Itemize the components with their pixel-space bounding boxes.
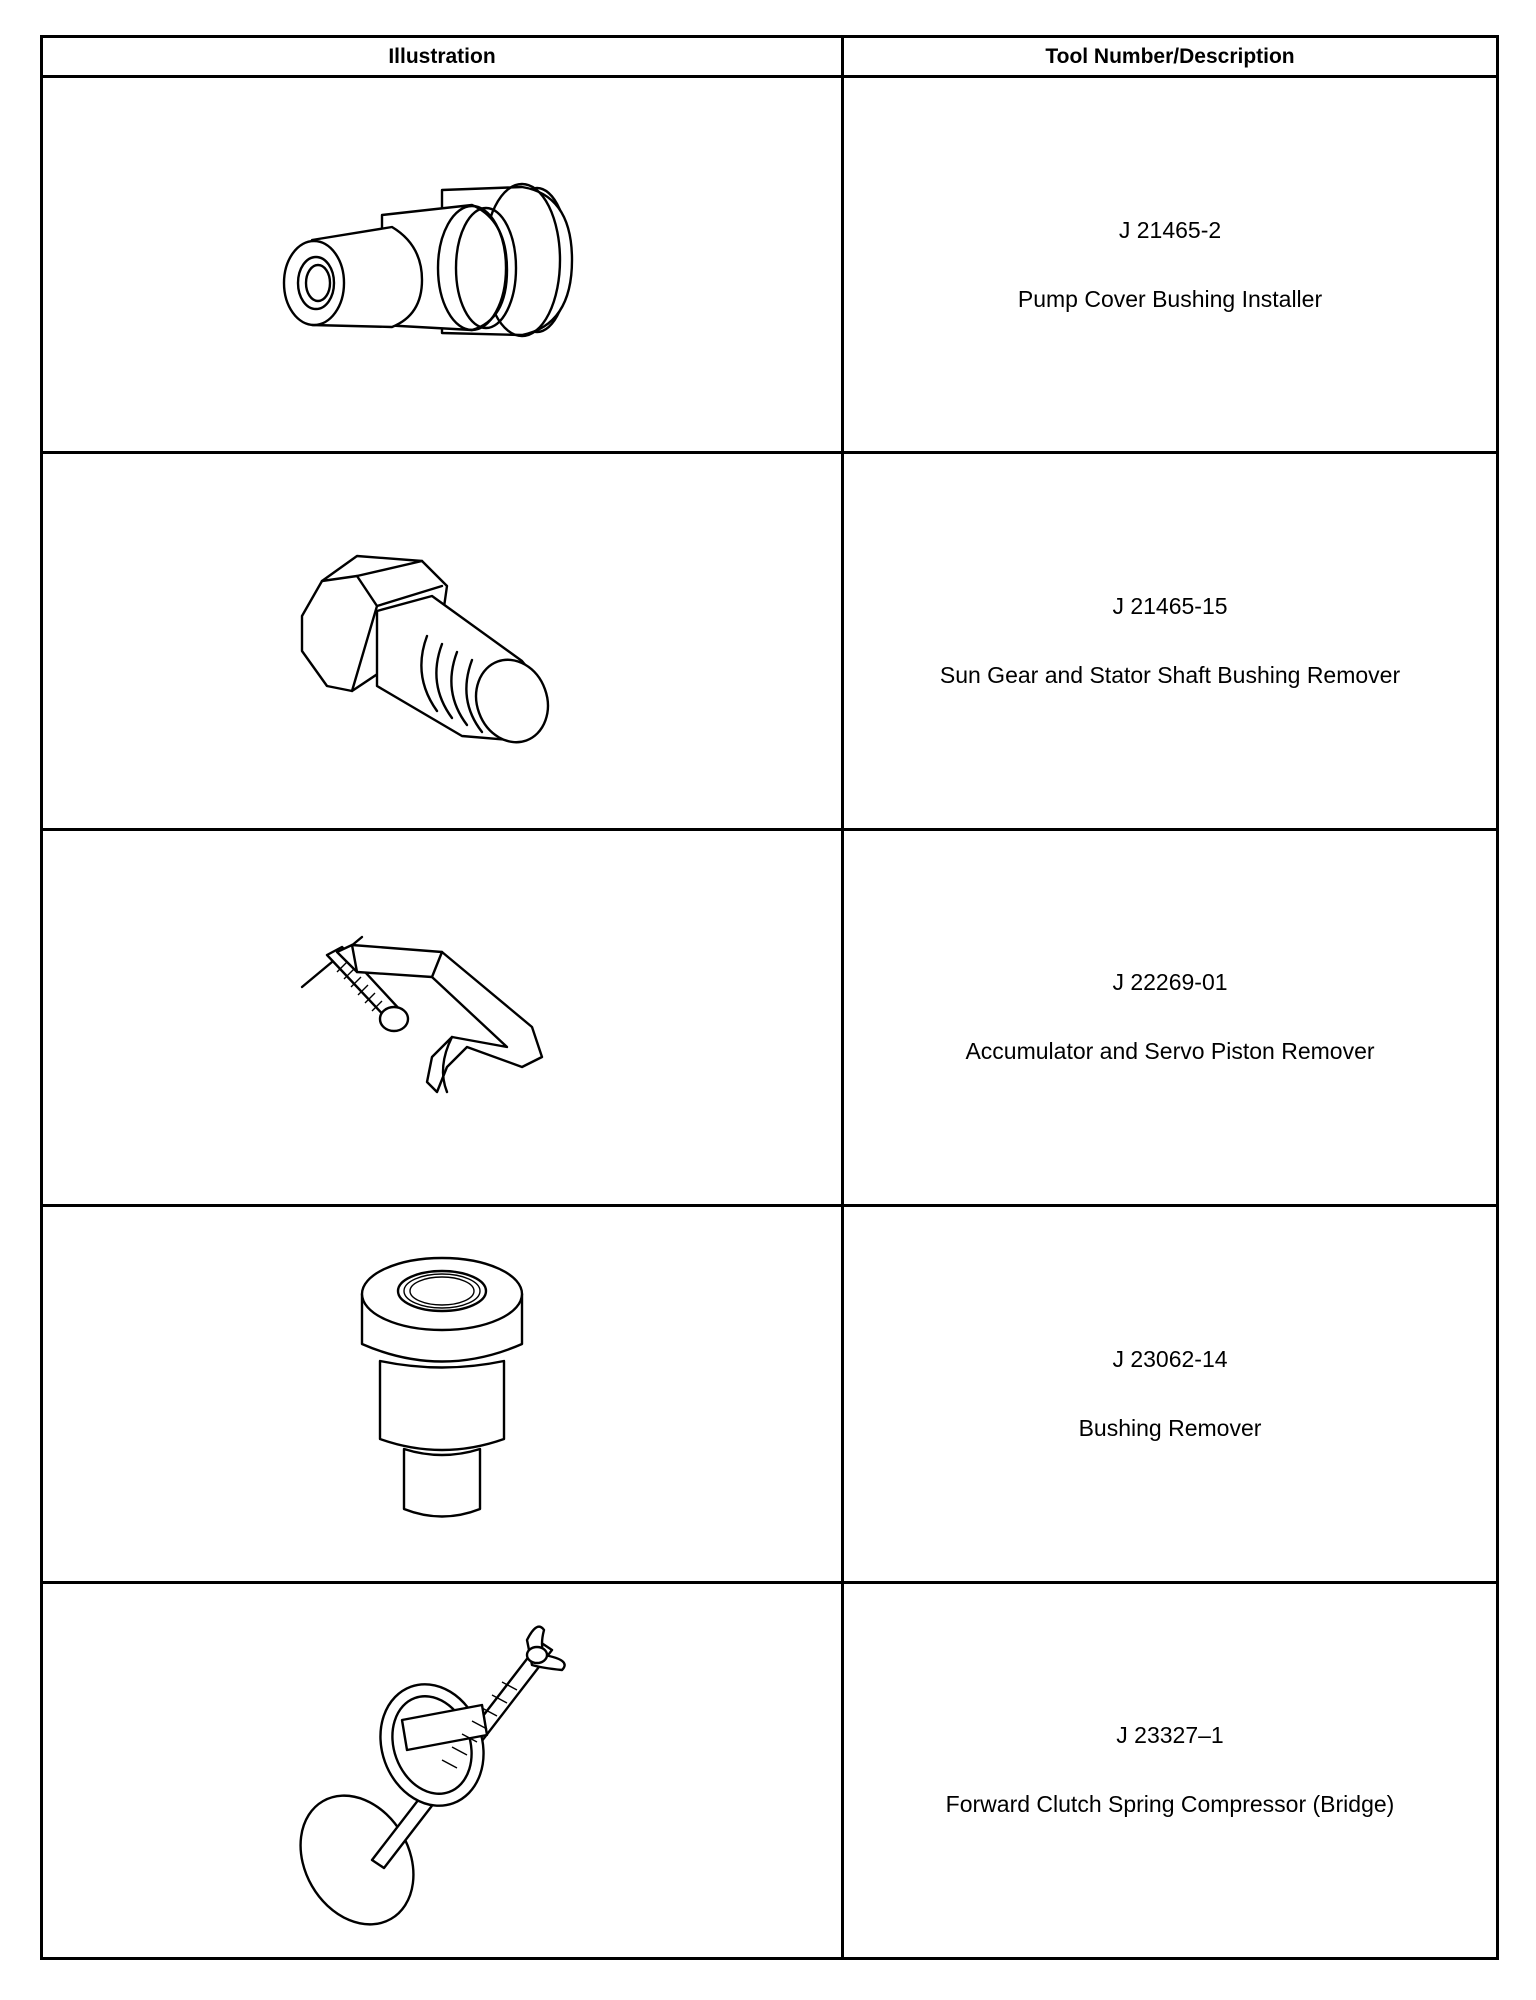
tool-description-cell: [843, 829, 1498, 1205]
bushing-remover-icon: [342, 1249, 542, 1539]
table-row: [42, 77, 1498, 453]
table-header-row: [42, 37, 1498, 77]
table-row: [42, 453, 1498, 829]
spring-compressor-bridge-icon: [282, 1610, 602, 1930]
tool-description: Accumulator and Servo Piston Remover: [965, 1038, 1375, 1065]
tool-description: Pump Cover Bushing Installer: [1017, 285, 1323, 312]
special-tools-table: [40, 35, 1499, 1960]
illustration-cell: [42, 829, 843, 1205]
tool-number: J 21465-15: [1112, 593, 1228, 620]
tool-number: J 23327–1: [1116, 1722, 1224, 1749]
header-illustration: Illustration: [42, 37, 843, 77]
tool-description-cell: [843, 453, 1498, 829]
tool-description-cell: [843, 1206, 1498, 1582]
tool-description-cell: [843, 77, 1498, 453]
c-clamp-remover-icon: [282, 917, 602, 1117]
tool-description-cell: [843, 1582, 1498, 1958]
tool-description: Forward Clutch Spring Compressor (Bridge): [945, 1791, 1395, 1818]
illustration-cell: [42, 77, 843, 453]
illustration-cell: [42, 1206, 843, 1582]
tool-number: J 21465-2: [1118, 216, 1222, 243]
table-row: [42, 829, 1498, 1205]
header-tool-number-description: Tool Number/Description: [843, 37, 1498, 77]
tool-description: Sun Gear and Stator Shaft Bushing Remover: [939, 662, 1401, 689]
tool-description: Bushing Remover: [1078, 1414, 1262, 1441]
bushing-installer-icon: [272, 165, 612, 365]
tool-number: J 23062-14: [1112, 1345, 1228, 1372]
tool-document: [40, 35, 1496, 1960]
tool-number: J 22269-01: [1112, 969, 1228, 996]
table-row: [42, 1206, 1498, 1582]
table-row: [42, 1582, 1498, 1958]
illustration-cell: [42, 1582, 843, 1958]
bushing-remover-bolt-icon: [282, 526, 602, 756]
illustration-cell: [42, 453, 843, 829]
